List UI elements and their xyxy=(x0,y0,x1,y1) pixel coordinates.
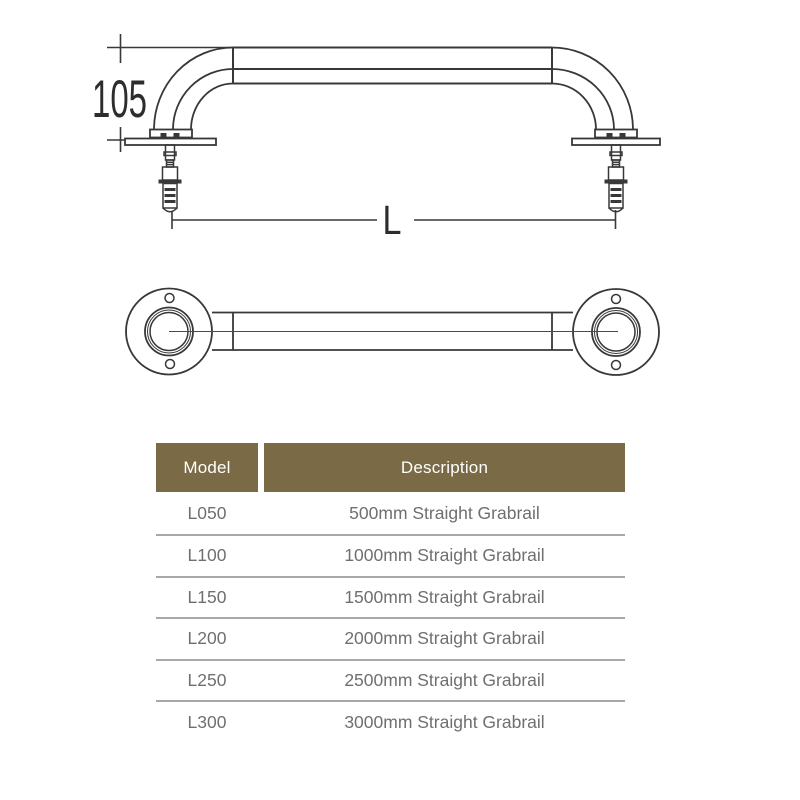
spec-table xyxy=(156,443,625,742)
right-wall-flange xyxy=(572,130,660,146)
rail-left-bend xyxy=(154,48,233,130)
model-cell: L050 xyxy=(187,502,227,523)
rail-sleeve xyxy=(233,48,552,84)
description-cell: 2000mm Straight Grabrail xyxy=(344,628,545,649)
left-flange-screw-hole-bottom xyxy=(166,360,175,369)
left-anchor-screw xyxy=(159,145,182,212)
header-cell-model: Model xyxy=(156,443,258,492)
table-row xyxy=(156,661,625,703)
header-cell-description: Description xyxy=(264,443,625,492)
left-wall-flange xyxy=(125,130,216,146)
model-cell: L300 xyxy=(187,711,227,732)
rail-right-bend xyxy=(552,48,633,130)
dimension-label-height: 105 xyxy=(92,70,147,129)
table-row xyxy=(156,492,625,536)
description-cell: 3000mm Straight Grabrail xyxy=(344,711,545,732)
right-anchor-screw xyxy=(605,145,628,212)
left-flange-screw-hole-top xyxy=(165,294,174,303)
dimension-label-length: L xyxy=(382,197,402,243)
description-cell: 1500mm Straight Grabrail xyxy=(344,586,545,607)
right-flange-screw-hole-bottom xyxy=(612,361,621,370)
table-row xyxy=(156,536,625,578)
model-cell: L200 xyxy=(187,628,227,649)
right-flange-screw-hole-top xyxy=(612,295,621,304)
table-row xyxy=(156,619,625,661)
spec-table-header xyxy=(156,443,625,492)
model-cell: L100 xyxy=(187,545,227,566)
table-row xyxy=(156,578,625,620)
description-cell: 1000mm Straight Grabrail xyxy=(344,545,545,566)
description-cell: 500mm Straight Grabrail xyxy=(349,502,540,523)
front-view xyxy=(126,289,659,376)
model-cell: L150 xyxy=(187,586,227,607)
table-row xyxy=(156,702,625,742)
description-cell: 2500mm Straight Grabrail xyxy=(344,669,545,690)
model-cell: L250 xyxy=(187,669,227,690)
